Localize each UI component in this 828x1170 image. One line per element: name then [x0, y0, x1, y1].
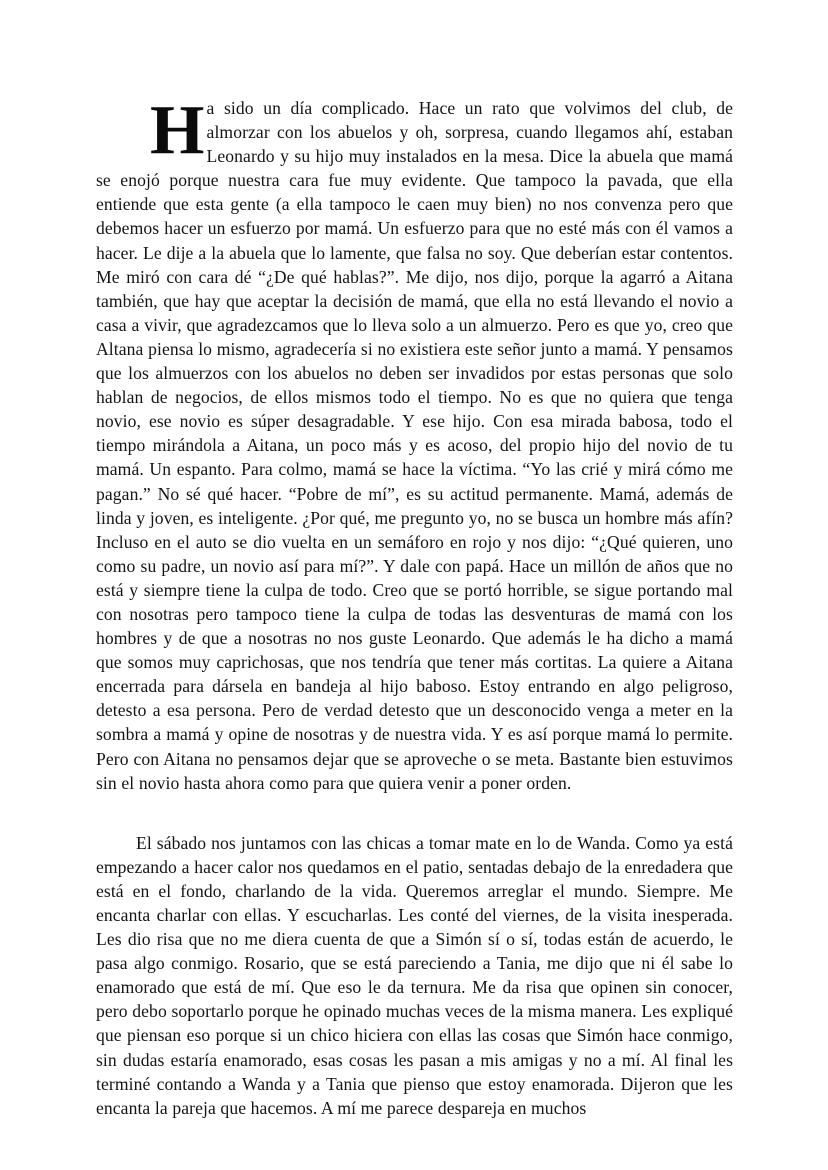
body-paragraph-2: El sábado nos juntamos con las chicas a tomar mate en lo de Wanda. Como ya está empezando a hacer calor nos quedamos en el patio, sentadas debajo de la enredadera que está en el fondo, charlando de la vida. Queremos arreglar el mundo. Siempre. Me encanta charlar con ellas. Y escucharlas. Les conté del viernes, de la visita inesperada. Les dio risa que no me diera cuenta de que a Simón sí o sí, todas están de acuerdo, le pasa algo conmigo. Rosario, que se está pareciendo a Tania, me dijo que ni él sabe lo enamorado que está de mí. Que eso le da ternura. Me da risa que opinen sin conocer, pero debo soportarlo porque he opinado muchas veces de la misma manera. Les expliqué que piensan eso porque si un chico hiciera con ellas las cosas que Simón hace conmigo, sin dudas estaría enamorado, esas cosas les pasan a mis amigas y no a mí. Al final les terminé contando a Wanda y a Tania que pienso que estoy enamorada. Dijeron que les encanta la pareja que hacemos. A mí me parece despareja en muchos	[96, 832, 733, 1118]
text-column	[96, 92, 733, 1120]
body-paragraph-1: Ha sido un día complicado. Hace un rato que volvimos del club, de almorzar con los abuelos y oh, sorpresa, cuando llegamos ahí, estaban Leonardo y su hijo muy instalados en la mesa. Dice la abuela que mamá se enojó porque nuestra cara fue muy evidente. Que tampoco la pavada, que ella entiende que esta gente (a ella tampoco le caen muy bien) no nos convenza pero que debemos hacer un esfuerzo por mamá. Un esfuerzo para que no esté más con él vamos a hacer. Le dije a la abuela que lo lamente, que falsa no soy. Que deberían estar contentos. Me miró con cara dé “¿De qué hablas?”. Me dijo, nos dijo, porque la agarró a Aitana también, que hay que aceptar la decisión de mamá, que ella no está llevando el novio a casa a vivir, que agradezcamos que lo lleva solo a un almuerzo. Pero es que yo, creo que Altana piensa lo mismo, agradecería si no existiera este señor junto a mamá. Y pensamos que los almuerzos con los abuelos no deben ser invadidos por estas personas que solo hablan de negocios, de ellos mismos todo el tiempo. No es que no quiera que tenga novio, ese novio es súper desagradable. Y ese hijo. Con esa mirada babosa, todo el tiempo mirándola a Aitana, un poco más y es acoso, del propio hijo del novio de tu mamá. Un espanto. Para colmo, mamá se hace la víctima. “Yo las crié y mirá cómo me pagan.” No sé qué hacer. “Pobre de mí”, es su actitud permanente. Mamá, además de linda y joven, es inteligente. ¿Por qué, me pregunto yo, no se busca un hombre más afín? Incluso en el auto se dio vuelta en un semáforo en rojo y nos dijo: “¿Qué quieren, uno como su padre, un novio así para mí?”. Y dale con papá. Hace un millón de años que no está y siempre tiene la culpa de todo. Creo que se portó horrible, se sigue portando mal con nosotras pero tampoco tiene la culpa de todas las desventuras de mamá con los hombres y de que a nosotras no nos guste Leonardo. Que además le ha dicho a mamá que somos muy caprichosas, que nos tendría que tener más cortitas. La quiere a Aitana encerrada para dársela en bandeja al hijo baboso. Estoy entrando en algo peligroso, detesto a esa persona. Pero de verdad detesto que un desconocido venga a meter en la sombra a mamá y opine de nosotras y de nuestra vida. Y es así porque mamá lo permite. Pero con Aitana no pensamos dejar que se aproveche o se meta. Bastante bien estuvimos sin el novio hasta ahora como para que quiera venir a poner orden.	[96, 92, 733, 793]
